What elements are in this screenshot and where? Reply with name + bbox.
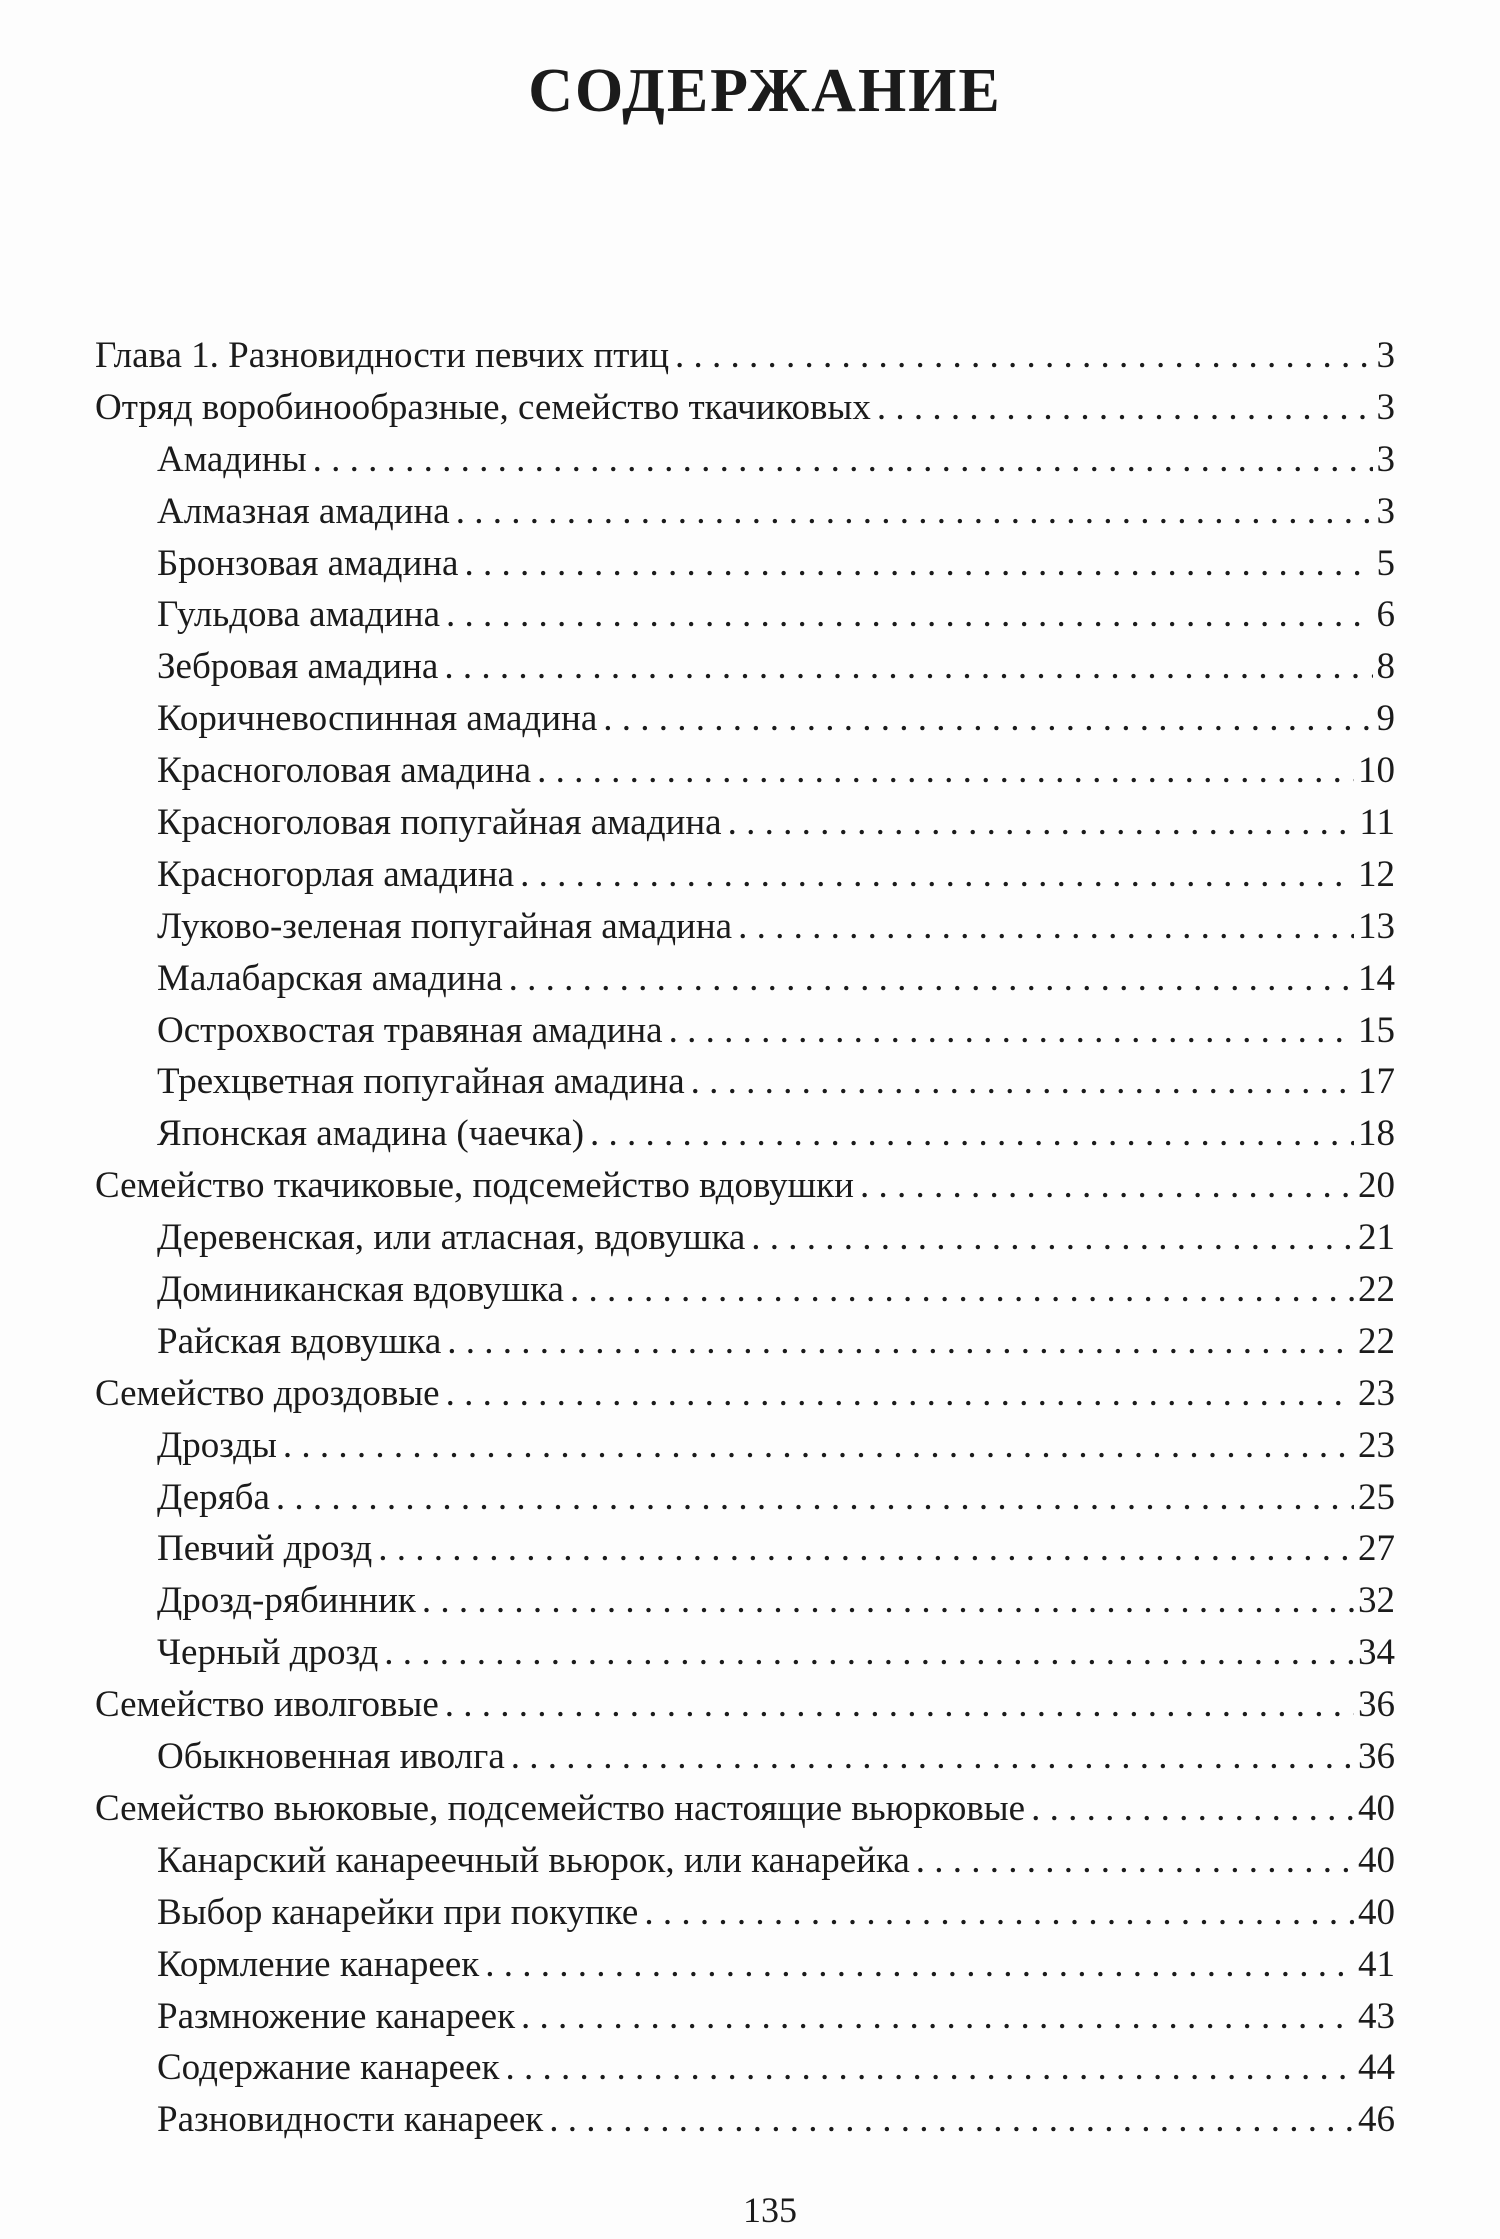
toc-entry bbox=[95, 1783, 1395, 1835]
toc-entry-page: 23 bbox=[1358, 1372, 1395, 1414]
dot-leader bbox=[877, 382, 1373, 434]
toc-entry-title: Острохвостая травяная амадина bbox=[157, 1009, 663, 1051]
dot-leader bbox=[751, 1212, 1354, 1264]
toc-entry-page: 27 bbox=[1358, 1528, 1395, 1570]
toc-entry-title: Гульдова амадина bbox=[157, 594, 441, 636]
toc-entry-page: 14 bbox=[1358, 957, 1395, 999]
toc-entry-page: 10 bbox=[1358, 750, 1395, 792]
toc-entry-title: Коричневоспинная амадина bbox=[157, 698, 598, 740]
toc-entry bbox=[95, 745, 1395, 797]
toc-entry-page: 17 bbox=[1358, 1061, 1395, 1103]
toc-entry bbox=[95, 1005, 1395, 1057]
toc-entry bbox=[95, 434, 1395, 486]
toc-entry-title: Малабарская амадина bbox=[157, 957, 503, 999]
dot-leader bbox=[485, 1939, 1354, 1991]
toc-entry bbox=[95, 2094, 1395, 2146]
toc-entry-title: Канарский канареечный вьюрок, или канарейка bbox=[157, 1839, 910, 1881]
dot-leader bbox=[570, 1264, 1354, 1316]
toc-entry-page: 8 bbox=[1376, 646, 1395, 688]
toc-entry-title: Отряд воробинообразные, семейство ткачиковых bbox=[95, 386, 871, 428]
dot-leader bbox=[916, 1835, 1354, 1887]
toc-entry-title: Разновидности канареек bbox=[157, 2099, 544, 2141]
toc-entry-title: Семейство вьюковые, подсемейство настоящие вьюрковые bbox=[95, 1787, 1026, 1829]
toc-entry-title: Доминиканская вдовушка bbox=[157, 1269, 564, 1311]
dot-leader bbox=[511, 1731, 1354, 1783]
dot-leader bbox=[521, 1991, 1354, 2043]
toc-entry bbox=[95, 901, 1395, 953]
page-title: СОДЕРЖАНИЕ bbox=[528, 57, 1002, 125]
page-number: 135 bbox=[743, 2190, 797, 2230]
dot-leader bbox=[691, 1056, 1354, 1108]
toc-entry bbox=[95, 849, 1395, 901]
table-of-contents bbox=[95, 330, 1395, 2146]
toc-entry bbox=[95, 589, 1395, 641]
toc-entry bbox=[95, 1835, 1395, 1887]
toc-entry-title: Трехцветная попугайная амадина bbox=[157, 1061, 685, 1103]
toc-entry-title: Обыкновенная иволга bbox=[157, 1736, 505, 1778]
toc-entry-page: 3 bbox=[1376, 335, 1395, 376]
toc-entry-page: 36 bbox=[1358, 1736, 1395, 1778]
toc-entry-page: 9 bbox=[1376, 698, 1395, 740]
toc-entry bbox=[95, 1368, 1395, 1420]
toc-entry-title: Глава 1. Разновидности певчих птиц bbox=[95, 335, 670, 376]
dot-leader bbox=[509, 953, 1354, 1005]
toc-entry-title: Красноголовая амадина bbox=[157, 750, 532, 792]
toc-entry bbox=[95, 1679, 1395, 1731]
toc-entry-page: 12 bbox=[1358, 853, 1395, 895]
toc-entry-page: 22 bbox=[1358, 1320, 1395, 1362]
toc-entry bbox=[95, 1472, 1395, 1524]
toc-entry bbox=[95, 797, 1395, 849]
toc-entry-title: Бронзовая амадина bbox=[157, 542, 459, 584]
toc-entry-page: 15 bbox=[1358, 1009, 1395, 1051]
toc-entry-title: Луково-зеленая попугайная амадина bbox=[157, 905, 733, 947]
toc-entry bbox=[95, 953, 1395, 1005]
dot-leader bbox=[384, 1627, 1354, 1679]
toc-entry bbox=[95, 1160, 1395, 1212]
toc-entry bbox=[95, 2042, 1395, 2094]
toc-entry bbox=[95, 1264, 1395, 1316]
dot-leader bbox=[422, 1575, 1354, 1627]
toc-entry-page: 40 bbox=[1358, 1787, 1395, 1829]
toc-entry bbox=[95, 693, 1395, 745]
toc-entry-page: 20 bbox=[1358, 1165, 1395, 1207]
toc-entry bbox=[95, 1420, 1395, 1472]
toc-entry-title: Дрозды bbox=[157, 1424, 277, 1466]
toc-entry-page: 22 bbox=[1358, 1269, 1395, 1311]
toc-entry bbox=[95, 486, 1395, 538]
toc-entry bbox=[95, 1316, 1395, 1368]
toc-entry-title: Японская амадина (чаечка) bbox=[157, 1113, 585, 1155]
toc-entry-title: Размножение канареек bbox=[157, 1995, 516, 2037]
dot-leader bbox=[728, 797, 1356, 849]
toc-entry-title: Деряба bbox=[157, 1476, 270, 1518]
toc-entry-page: 5 bbox=[1376, 542, 1395, 584]
dot-leader bbox=[549, 2094, 1354, 2146]
dot-leader bbox=[444, 641, 1372, 693]
toc-entry-title: Семейство иволговые bbox=[95, 1684, 439, 1726]
toc-entry-page: 41 bbox=[1358, 1943, 1395, 1985]
toc-entry-title: Амадины bbox=[157, 438, 307, 480]
toc-entry-title: Райская вдовушка bbox=[157, 1320, 442, 1362]
toc-entry-title: Зебровая амадина bbox=[157, 646, 439, 688]
toc-entry-page: 13 bbox=[1358, 905, 1395, 947]
toc-entry-page: 3 bbox=[1376, 386, 1395, 428]
toc-entry-page: 44 bbox=[1358, 2047, 1395, 2089]
dot-leader bbox=[520, 849, 1354, 901]
toc-entry-page: 40 bbox=[1358, 1891, 1395, 1933]
toc-entry bbox=[95, 1939, 1395, 1991]
toc-entry bbox=[95, 382, 1395, 434]
toc-entry-page: 18 bbox=[1358, 1113, 1395, 1155]
dot-leader bbox=[860, 1160, 1354, 1212]
dot-leader bbox=[506, 2042, 1354, 2094]
toc-entry-title: Красногорлая амадина bbox=[157, 853, 515, 895]
toc-entry-title: Красноголовая попугайная амадина bbox=[157, 802, 722, 844]
toc-entry-page: 34 bbox=[1358, 1632, 1395, 1674]
toc-entry-page: 23 bbox=[1358, 1424, 1395, 1466]
toc-entry-title: Дрозд-рябинник bbox=[157, 1580, 416, 1622]
dot-leader bbox=[283, 1420, 1354, 1472]
dot-leader bbox=[445, 1679, 1354, 1731]
toc-entry bbox=[95, 1627, 1395, 1679]
toc-entry-page: 40 bbox=[1358, 1839, 1395, 1881]
toc-entry-page: 11 bbox=[1359, 802, 1395, 844]
toc-entry bbox=[95, 641, 1395, 693]
toc-entry-page: 36 bbox=[1358, 1684, 1395, 1726]
toc-entry-title: Певчий дрозд bbox=[157, 1528, 373, 1570]
dot-leader bbox=[276, 1472, 1354, 1524]
dot-leader bbox=[603, 693, 1372, 745]
dot-leader bbox=[378, 1523, 1354, 1575]
toc-entry bbox=[95, 1731, 1395, 1783]
toc-entry-title: Черный дрозд bbox=[157, 1632, 379, 1674]
toc-entry bbox=[95, 1991, 1395, 2043]
toc-entry bbox=[95, 1523, 1395, 1575]
toc-entry-page: 46 bbox=[1358, 2099, 1395, 2141]
toc-entry-title: Семейство дроздовые bbox=[95, 1372, 440, 1414]
dot-leader bbox=[537, 745, 1354, 797]
dot-leader bbox=[447, 1316, 1354, 1368]
dot-leader bbox=[738, 901, 1354, 953]
dot-leader bbox=[456, 486, 1373, 538]
toc-entry-page: 43 bbox=[1358, 1995, 1395, 2037]
toc-entry bbox=[95, 538, 1395, 590]
dot-leader bbox=[313, 434, 1373, 486]
toc-entry-page: 32 bbox=[1358, 1580, 1395, 1622]
toc-entry bbox=[95, 330, 1395, 382]
toc-entry bbox=[95, 1108, 1395, 1160]
toc-entry-title: Содержание канареек bbox=[157, 2047, 500, 2089]
dot-leader bbox=[446, 1368, 1354, 1420]
toc-entry-page: 6 bbox=[1376, 594, 1395, 636]
toc-entry-title: Кормление канареек bbox=[157, 1943, 480, 1985]
toc-entry-title: Выбор канарейки при покупке bbox=[157, 1891, 639, 1933]
toc-entry bbox=[95, 1212, 1395, 1264]
dot-leader bbox=[1031, 1783, 1354, 1835]
toc-entry-title: Деревенская, или атласная, вдовушка bbox=[157, 1217, 746, 1259]
toc-entry-page: 3 bbox=[1376, 490, 1395, 532]
toc-entry-page: 3 bbox=[1376, 438, 1395, 480]
toc-entry-page: 25 bbox=[1358, 1476, 1395, 1518]
dot-leader bbox=[464, 538, 1372, 590]
dot-leader bbox=[446, 589, 1372, 641]
toc-entry-title: Семейство ткачиковые, подсемейство вдовушки bbox=[95, 1165, 854, 1207]
toc-entry-page: 21 bbox=[1358, 1217, 1395, 1259]
toc-entry-title: Алмазная амадина bbox=[157, 490, 450, 532]
dot-leader bbox=[669, 1005, 1354, 1057]
toc-entry bbox=[95, 1887, 1395, 1939]
toc-entry bbox=[95, 1056, 1395, 1108]
dot-leader bbox=[675, 330, 1372, 382]
dot-leader bbox=[590, 1108, 1354, 1160]
toc-entry bbox=[95, 1575, 1395, 1627]
dot-leader bbox=[644, 1887, 1354, 1939]
